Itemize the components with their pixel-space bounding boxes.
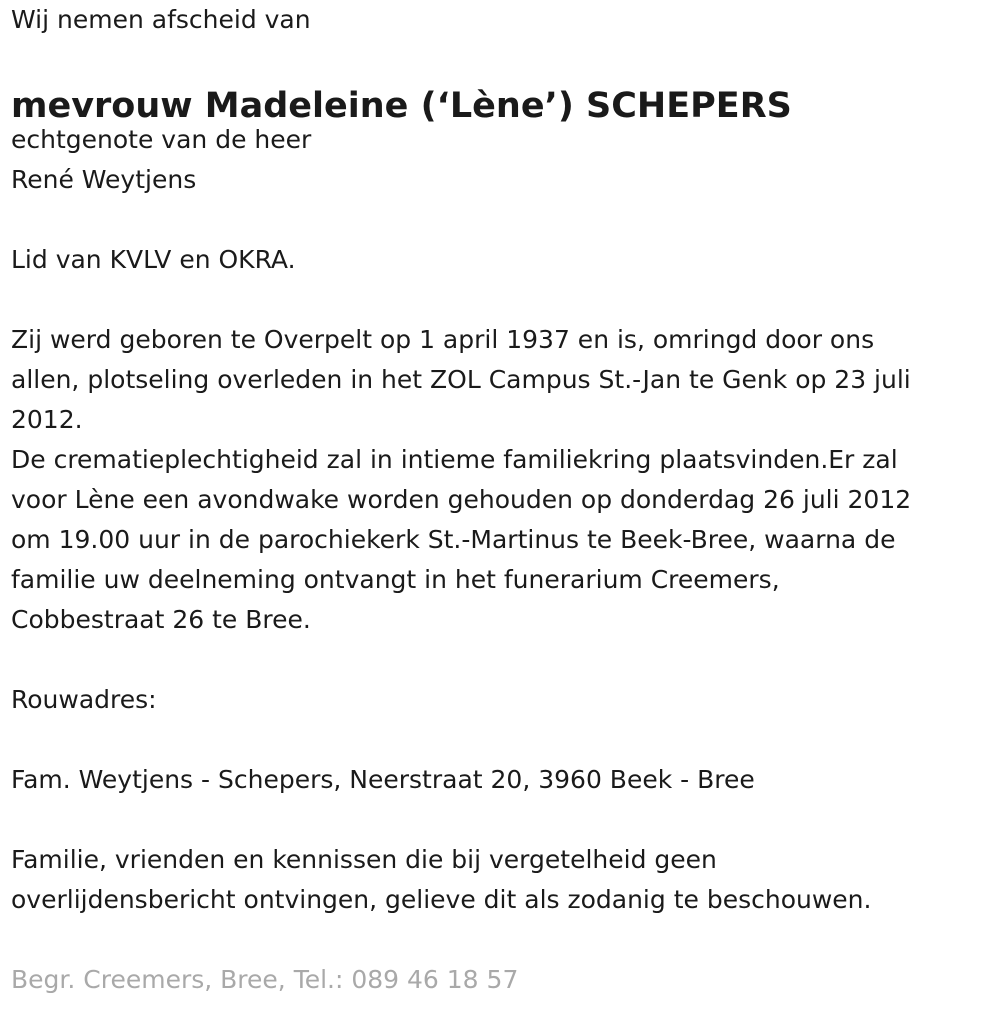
paragraph-line: allen, plotseling overleden in het ZOL Campus St.-Jan te Genk op 23 juli bbox=[11, 365, 911, 394]
ceremony-paragraph bbox=[11, 440, 986, 640]
mourning-address: Fam. Weytjens - Schepers, Neerstraat 20, 3960 Beek - Bree bbox=[11, 765, 755, 794]
spacer bbox=[11, 800, 986, 840]
paragraph-line: Zij werd geboren te Overpelt op 1 april 1937 en is, omringd door ons bbox=[11, 325, 875, 354]
paragraph-line: familie uw deelneming ontvangt in het funerarium Creemers, bbox=[11, 565, 780, 594]
paragraph-line: overlijdensbericht ontvingen, gelieve dit als zodanig te beschouwen. bbox=[11, 885, 872, 914]
paragraph-line: Cobbestraat 26 te Bree. bbox=[11, 605, 311, 634]
birth-death-paragraph bbox=[11, 320, 986, 440]
spouse-line-1: echtgenote van de heer bbox=[11, 125, 312, 154]
intro-text: Wij nemen afscheid van bbox=[11, 5, 311, 34]
spacer bbox=[11, 920, 986, 960]
spacer bbox=[11, 200, 986, 240]
spacer bbox=[11, 640, 986, 680]
paragraph-line: om 19.00 uur in de parochiekerk St.-Martinus te Beek-Bree, waarna de bbox=[11, 525, 896, 554]
spacer bbox=[11, 280, 986, 320]
paragraph-line: 2012. bbox=[11, 405, 83, 434]
deceased-name: mevrouw Madeleine (‘Lène’) SCHEPERS bbox=[11, 86, 792, 126]
paragraph-line: voor Lène een avondwake worden gehouden op donderdag 26 juli 2012 bbox=[11, 485, 912, 514]
funeral-director-footer: Begr. Creemers, Bree, Tel.: 089 46 18 57 bbox=[11, 965, 519, 994]
spacer bbox=[11, 40, 986, 80]
paragraph-line: De crematieplechtigheid zal in intieme familiekring plaatsvinden.Er zal bbox=[11, 445, 898, 474]
spacer bbox=[11, 720, 986, 760]
membership-text: Lid van KVLV en OKRA. bbox=[11, 245, 296, 274]
spouse-line-2: René Weytjens bbox=[11, 165, 197, 194]
paragraph-line: Familie, vrienden en kennissen die bij vergetelheid geen bbox=[11, 845, 717, 874]
death-notice bbox=[11, 0, 986, 1000]
mourning-address-label: Rouwadres: bbox=[11, 685, 157, 714]
closing-paragraph bbox=[11, 840, 986, 920]
